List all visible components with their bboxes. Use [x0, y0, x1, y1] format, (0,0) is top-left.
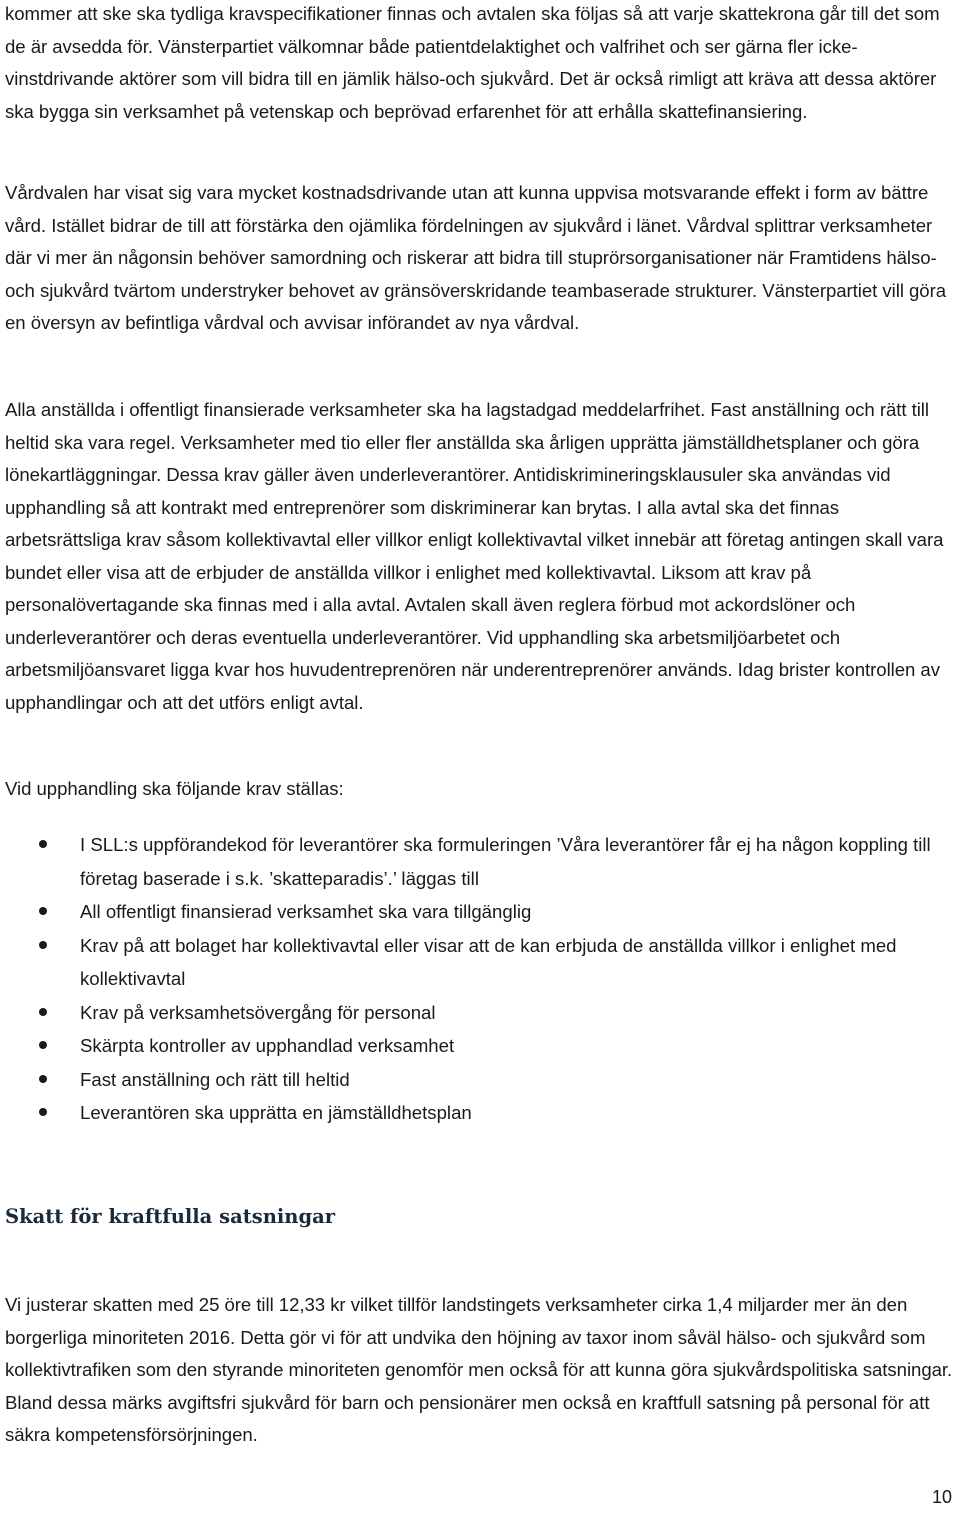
list-item	[5, 828, 955, 895]
requirements-list	[5, 828, 955, 1130]
bullet-icon	[39, 1041, 47, 1049]
bullet-icon	[39, 840, 47, 848]
list-item	[5, 929, 955, 996]
list-item-text: All offentligt finansierad verksamhet ska vara tillgänglig	[80, 901, 532, 922]
section-heading: Skatt för kraftfulla satsningar	[5, 1205, 336, 1228]
paragraph-requirements-intro: Vid upphandling ska följande krav ställas:	[5, 778, 344, 799]
page-number: 10	[931, 1487, 952, 1507]
paragraph-procurement-requirements: kommer att ske ska tydliga kravspecifikationer finnas och avtalen ska följas så att varje skattekrona går till det som de är avsedda för. Vänsterpartiet välkomnar både patientdelaktighet och valfrihet och ser gärna fler icke-vinstdrivande aktörer som vill bidra till en jämlik hälso-och sjukvård. Det är också rimligt att kräva att dessa aktörer ska bygga sin verksamhet på vetenskap och beprövad erfarenhet för att erhålla skattefinansiering.	[5, 3, 940, 122]
bullet-icon	[39, 1008, 47, 1016]
list-item-text: Skärpta kontroller av upphandlad verksamhet	[80, 1035, 455, 1056]
paragraph-tax: Vi justerar skatten med 25 öre till 12,33 kr vilket tillför landstingets verksamheter cirka 1,4 miljarder mer än den borgerliga minoriteten 2016. Detta gör vi för att undvika den höjning av taxor inom såväl hälso- och sjukvård som kollektivtrafiken som den styrande minoriteten genomför men också för att kunna göra sjukvårdspolitiska satsningar. Bland dessa märks avgiftsfri sjukvård för barn och pensionärer men också en kraftfull satsning på personal för att säkra kompetensförsörjningen.	[5, 1294, 953, 1445]
list-item-text: I SLL:s uppförandekod för leverantörer ska formuleringen ’Våra leverantörer får ej ha någon koppling till företag baserade i s.k. ’skatteparadis’.’ läggas till	[80, 834, 931, 889]
list-item	[5, 996, 955, 1030]
bullet-icon	[39, 1075, 47, 1083]
list-item	[5, 1063, 955, 1097]
bullet-icon	[39, 907, 47, 915]
bullet-icon	[39, 1108, 47, 1116]
list-item	[5, 895, 955, 929]
paragraph-vardval: Vårdvalen har visat sig vara mycket kostnadsdrivande utan att kunna uppvisa motsvarande effekt i form av bättre vård. Istället bidrar de till att förstärka den ojämlika fördelningen av sjukvård i länet. Vårdval splittrar verksamheter där vi mer än någonsin behöver samordning och riskerar att bidra till stuprörsorganisationer när Framtidens hälso- och sjukvård tvärtom understryker behovet av gränsöverskridande teambaserade strukturer. Vänsterpartiet vill göra en översyn av befintliga vårdval och avvisar införandet av nya vårdval.	[5, 182, 947, 333]
list-item-text: Fast anställning och rätt till heltid	[80, 1068, 350, 1090]
list-item-text: Krav på att bolaget har kollektivavtal eller visar att de kan erbjuda de anställda villkor i enlighet med kollektivavtal	[80, 934, 897, 989]
bullet-icon	[39, 941, 47, 949]
list-item	[5, 1029, 955, 1063]
list-item-text: Krav på verksamhetsövergång för personal	[80, 1001, 436, 1023]
paragraph-employee-rights: Alla anställda i offentligt finansierade verksamheter ska ha lagstadgad meddelarfrihet. Fast anställning och rätt till heltid ska vara regel. Verksamheter med tio eller fler anställda ska årligen upprätta jämställdhetsplaner och göra lönekartläggningar. Dessa krav gäller även underleverantörer. Antidiskrimineringsklausuler ska användas vid upphandling så att kontrakt med entreprenörer som diskriminerar kan brytas. I alla avtal ska det finnas arbetsrättsliga krav såsom kollektivavtal eller villkor enligt kollektivavtal vilket innebär att företag antingen skall vara bundet eller visa att de erbjuder de anställda villkor i enlighet med kollektivavtal. Liksom att krav på personalövertagande ska finnas med i alla avtal. Avtalen skall även reglera förbud mot ackordslöner och underleverantörer och deras eventuella underleverantörer. Vid upphandling ska arbetsmiljöarbetet och arbetsmiljöansvaret ligga kvar hos huvudentreprenören när underentreprenörer används. Idag brister kontrollen av upphandlingar och att det utförs enligt avtal.	[5, 399, 944, 713]
list-item	[5, 1096, 955, 1130]
list-item-text: Leverantören ska upprätta en jämställdhetsplan	[80, 1102, 472, 1123]
